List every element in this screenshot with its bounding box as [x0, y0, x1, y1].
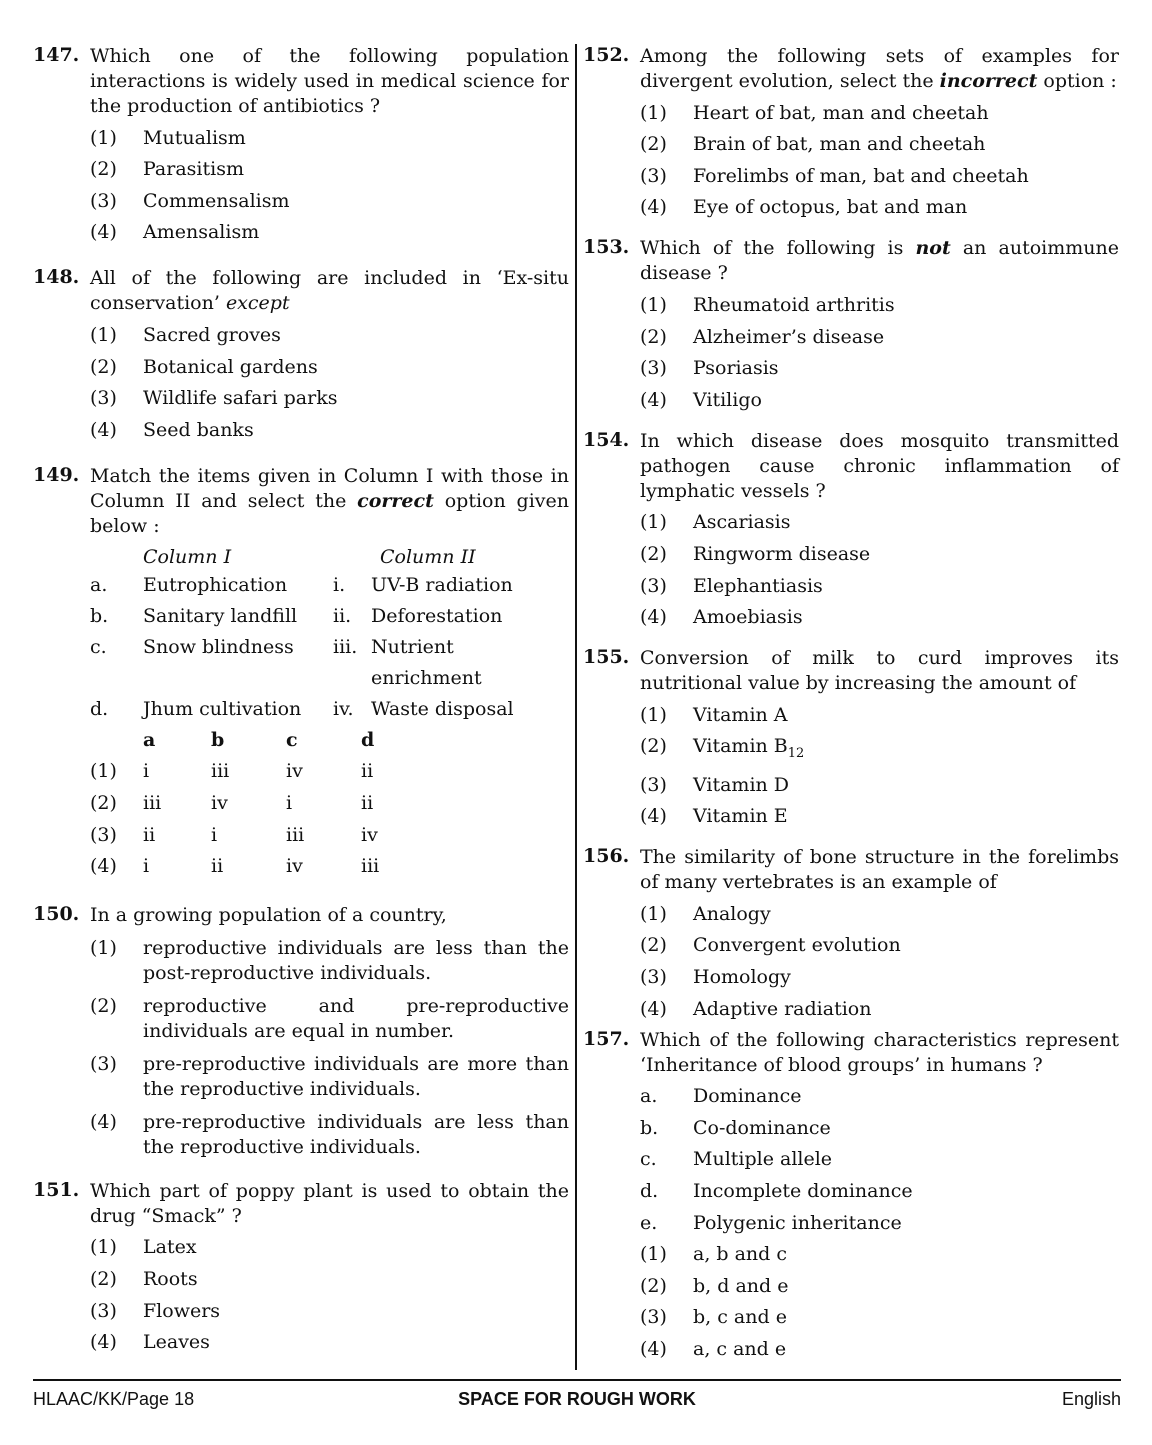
stem-emphasis: correct [357, 489, 434, 512]
question-number: 151. [33, 1178, 80, 1201]
stem-text: option given below : [90, 489, 569, 537]
option-3[interactable] [640, 965, 1119, 990]
question-stem [640, 44, 1119, 94]
option-4[interactable] [640, 1337, 1119, 1362]
match-row [90, 570, 569, 601]
question-number: 152. [583, 44, 630, 66]
option-label: (1) [90, 936, 117, 959]
option-label: (2) [90, 1267, 117, 1290]
question-number: 147. [33, 44, 80, 66]
option-4[interactable] [90, 418, 569, 443]
option-text: Forelimbs of man, bat and cheetah [693, 164, 1029, 187]
stem-emphasis: incorrect [939, 70, 1038, 92]
option-1[interactable] [640, 703, 1119, 728]
list-item [640, 1116, 1119, 1141]
option-label: (2) [640, 325, 667, 348]
item-label: d. [640, 1180, 659, 1203]
match-row [90, 601, 569, 632]
question-157 [583, 1028, 1119, 1362]
option-text: Seed banks [143, 418, 254, 441]
question-stem [90, 266, 569, 316]
stem-text: All of the following are included in ‘Ex-situ conservation’ [90, 267, 569, 315]
option-label: (1) [640, 101, 667, 124]
option-text: pre-reproductive individuals are more than the reproductive individuals. [143, 1052, 569, 1100]
question-number: 155. [583, 646, 630, 669]
option-label: (2) [90, 994, 117, 1017]
option-text: Roots [143, 1267, 198, 1290]
stem-text: Match the items given in Column I with those in Column II and select the [90, 464, 569, 512]
option-4[interactable] [90, 220, 569, 245]
column-1-heading: Column I [143, 545, 232, 568]
option-label: (1) [90, 126, 117, 149]
option-text: Analogy [693, 902, 771, 925]
option-label: (1) [90, 323, 117, 346]
option-label: (4) [90, 1331, 117, 1354]
question-152 [583, 44, 1119, 220]
grid-head-c: c [286, 728, 298, 751]
question-stem [90, 464, 569, 539]
option-label: (3) [640, 164, 667, 187]
option-text: reproductive and pre-reproductive individuals are equal in number. [143, 994, 569, 1042]
option-text [693, 734, 1119, 766]
stem-text: Which of the following is [640, 237, 904, 260]
question-155 [583, 646, 1119, 829]
row-label: a. [90, 573, 108, 596]
option-text: Alzheimer’s disease [693, 325, 885, 348]
question-stem [640, 236, 1119, 286]
page-footer [33, 1389, 1121, 1415]
option-text: Vitiligo [693, 388, 762, 411]
left-column [33, 44, 569, 1355]
option-label: (1) [640, 902, 667, 925]
option-label: (4) [90, 1110, 117, 1133]
question-156 [583, 845, 1119, 1021]
option-2[interactable] [90, 788, 569, 820]
answer-grid-header [90, 725, 569, 757]
grid-cell: ii [361, 791, 374, 814]
option-4[interactable] [640, 997, 1119, 1022]
question-stem: Which one of the following population interactions is widely used in medical science for the production of antibiotics ? [90, 45, 569, 117]
grid-cell: iii [211, 760, 230, 783]
option-text: Eye of octopus, bat and man [693, 196, 968, 219]
list-item [640, 1084, 1119, 1109]
option-text: Latex [143, 1236, 197, 1259]
option-label: (2) [640, 542, 667, 565]
option-text: Elephantiasis [693, 574, 823, 597]
item-label: a. [640, 1085, 658, 1108]
option-2[interactable] [640, 132, 1119, 157]
option-text: a, c and e [693, 1338, 787, 1361]
option-label: (1) [90, 760, 117, 783]
right-column [583, 44, 1119, 1362]
option-1[interactable] [640, 902, 1119, 927]
match-label: ii. [333, 604, 352, 627]
row-item: Sanitary landfill [143, 604, 298, 627]
question-number: 157. [583, 1027, 630, 1050]
option-label: (2) [640, 133, 667, 156]
row-item: Eutrophication [143, 573, 288, 596]
question-148 [33, 266, 569, 442]
option-label: (4) [640, 1338, 667, 1361]
question-stem: The similarity of bone structure in the forelimbs of many vertebrates is an example of [640, 846, 1119, 894]
stem-text: option : [1043, 70, 1117, 92]
grid-cell: iv [286, 760, 303, 783]
grid-head-a: a [143, 728, 156, 751]
option-label: (2) [90, 791, 117, 814]
match-item: Waste disposal [371, 697, 514, 720]
question-stem: Which part of poppy plant is used to obtain the drug “Smack” ? [90, 1179, 569, 1227]
option-text: Amoebiasis [693, 606, 803, 629]
option-3[interactable] [90, 189, 569, 214]
option-label: (4) [640, 196, 667, 219]
language-label: English [1061, 1389, 1121, 1409]
option-text: Adaptive radiation [693, 997, 872, 1020]
option-text: Convergent evolution [693, 934, 901, 957]
question-149 [33, 464, 569, 883]
option-4[interactable] [640, 195, 1119, 220]
option-text: Rheumatoid arthritis [693, 293, 895, 316]
option-2[interactable] [90, 355, 569, 380]
stem-text: Among the following sets of examples for divergent evolution, select the [640, 45, 1119, 92]
option-label: (4) [640, 388, 667, 411]
match-row [90, 694, 569, 725]
option-label: (1) [640, 703, 667, 726]
option-label: (4) [90, 221, 117, 244]
option-label: (3) [640, 357, 667, 380]
question-154 [583, 429, 1119, 630]
option-4[interactable] [90, 851, 569, 883]
list-item [640, 1147, 1119, 1172]
question-153 [583, 236, 1119, 412]
item-label: c. [640, 1148, 657, 1171]
option-text: Vitamin E [693, 805, 788, 828]
option-text: Brain of bat, man and cheetah [693, 133, 986, 156]
option-1[interactable] [640, 293, 1119, 318]
option-text: Flowers [143, 1299, 221, 1322]
item-label: e. [640, 1211, 658, 1234]
stem-text: an autoimmune disease ? [640, 237, 1119, 285]
grid-cell: ii [143, 823, 156, 846]
grid-cell: i [143, 760, 150, 783]
option-text: pre-reproductive individuals are less than the reproductive individuals. [143, 1110, 569, 1158]
option-label: (2) [90, 355, 117, 378]
page-code: HLAAC/KK/Page 18 [33, 1389, 195, 1409]
option-label: (2) [640, 735, 667, 758]
option-label: (3) [640, 1306, 667, 1329]
option-text: Homology [693, 966, 791, 989]
grid-head-b: b [211, 728, 225, 751]
match-row [90, 632, 569, 694]
item-text: Dominance [693, 1085, 802, 1108]
list-item [640, 1179, 1119, 1204]
match-item: UV-B radiation [371, 573, 513, 596]
grid-cell: iii [286, 823, 305, 846]
question-number: 156. [583, 845, 630, 868]
option-4[interactable] [640, 804, 1119, 829]
option-text: Ascariasis [693, 511, 791, 534]
option-label: (2) [90, 158, 117, 181]
option-label: (3) [90, 1052, 117, 1075]
row-label: c. [90, 635, 107, 658]
option-label: (2) [640, 1274, 667, 1297]
option-3[interactable] [90, 1299, 569, 1324]
option-3[interactable] [90, 820, 569, 852]
option-4[interactable] [90, 1330, 569, 1355]
option-label: (3) [90, 823, 117, 846]
option-text: Heart of bat, man and cheetah [693, 101, 989, 124]
option-3[interactable] [640, 356, 1119, 381]
row-item: Jhum cultivation [143, 697, 302, 720]
option-2[interactable] [640, 1274, 1119, 1299]
item-text: Polygenic inheritance [693, 1211, 902, 1234]
option-3[interactable] [640, 574, 1119, 599]
rough-work-label: SPACE FOR ROUGH WORK [458, 1389, 696, 1409]
option-2[interactable] [640, 542, 1119, 567]
question-150 [33, 903, 569, 1160]
match-header [33, 545, 569, 570]
option-1[interactable] [90, 1235, 569, 1260]
option-1[interactable] [90, 756, 569, 788]
option-label: (4) [90, 855, 117, 878]
option-text: Leaves [143, 1331, 210, 1354]
option-text: Ringworm disease [693, 542, 871, 565]
option-2[interactable] [640, 325, 1119, 350]
option-4[interactable] [90, 1110, 569, 1160]
question-stem: In which disease does mosquito transmitted pathogen cause chronic inflammation of lymphatic vessels ? [640, 429, 1119, 502]
option-text-main: Vitamin B [693, 735, 788, 758]
option-text: b, d and e [693, 1274, 789, 1297]
option-text: Botanical gardens [143, 355, 318, 378]
option-4[interactable] [640, 605, 1119, 630]
option-3[interactable] [640, 773, 1119, 798]
option-label: (4) [90, 418, 117, 441]
list-item [640, 1211, 1119, 1236]
option-label: (4) [640, 997, 667, 1020]
question-number: 149. [33, 463, 80, 486]
option-text: Psoriasis [693, 357, 779, 380]
grid-cell: iii [143, 791, 162, 814]
option-label: (1) [640, 293, 667, 316]
option-1[interactable] [90, 936, 569, 986]
column-2-heading: Column II [380, 545, 476, 568]
option-label: (4) [640, 805, 667, 828]
option-text: Parasitism [143, 158, 244, 181]
option-1[interactable] [640, 101, 1119, 126]
grid-cell: iv [361, 823, 378, 846]
option-2[interactable] [640, 933, 1119, 958]
option-text: Vitamin D [693, 773, 790, 796]
option-text: reproductive individuals are less than the post-reproductive individuals. [143, 936, 569, 984]
option-label: (3) [640, 773, 667, 796]
match-label: iii. [333, 635, 358, 658]
item-text: Incomplete dominance [693, 1180, 913, 1203]
option-label: (3) [90, 1299, 117, 1322]
option-text: Commensalism [143, 189, 290, 212]
option-2[interactable] [90, 1267, 569, 1292]
option-label: (3) [90, 189, 117, 212]
question-151 [33, 1179, 569, 1355]
option-text: a, b and c [693, 1243, 788, 1266]
question-number: 154. [583, 428, 630, 451]
question-stem: Conversion of milk to curd improves its nutritional value by increasing the amount of [640, 647, 1119, 695]
row-label: d. [90, 697, 109, 720]
grid-cell: i [211, 823, 218, 846]
grid-cell: i [286, 791, 293, 814]
subscript: 12 [787, 746, 805, 762]
question-147 [33, 44, 569, 245]
option-label: (1) [640, 511, 667, 534]
grid-cell: iv [211, 791, 228, 814]
option-label: (4) [640, 606, 667, 629]
option-1[interactable] [90, 323, 569, 348]
option-1[interactable] [640, 1242, 1119, 1267]
option-text: Mutualism [143, 126, 246, 149]
option-4[interactable] [640, 388, 1119, 413]
grid-cell: ii [361, 760, 374, 783]
option-3[interactable] [90, 1052, 569, 1102]
option-label: (3) [640, 966, 667, 989]
option-label: (1) [90, 1236, 117, 1259]
option-text: Wildlife safari parks [143, 387, 338, 410]
match-label: i. [333, 573, 346, 596]
option-1[interactable] [640, 510, 1119, 535]
option-label: (3) [640, 574, 667, 597]
option-2[interactable] [90, 994, 569, 1044]
question-stem: Which of the following characteristics represent ‘Inheritance of blood groups’ in humans ? [640, 1028, 1119, 1076]
question-number: 148. [33, 266, 80, 289]
option-text: b, c and e [693, 1306, 787, 1329]
row-item: Snow blindness [143, 635, 294, 658]
stem-emphasis: except [225, 292, 290, 315]
question-number: 153. [583, 236, 630, 259]
question-stem: In a growing population of a country, [90, 903, 447, 926]
item-label: b. [640, 1116, 659, 1139]
option-3[interactable] [640, 1305, 1119, 1330]
option-2[interactable] [640, 734, 1119, 766]
grid-cell: i [143, 855, 150, 878]
option-2[interactable] [90, 157, 569, 182]
match-label: iv. [333, 697, 354, 720]
item-text: Co-dominance [693, 1116, 831, 1139]
option-label: (1) [640, 1243, 667, 1266]
item-text: Multiple allele [693, 1148, 833, 1171]
option-text: Amensalism [143, 221, 260, 244]
option-1[interactable] [90, 126, 569, 151]
option-text: Sacred groves [143, 323, 281, 346]
stem-emphasis: not [915, 237, 951, 260]
match-item: Deforestation [371, 604, 503, 627]
match-item: Nutrient enrichment [371, 635, 482, 689]
option-3[interactable] [90, 386, 569, 411]
grid-cell: iii [361, 855, 380, 878]
footer-rule [33, 1379, 1121, 1381]
option-text: Vitamin A [693, 703, 788, 726]
column-divider [575, 44, 577, 1370]
grid-cell: ii [211, 855, 224, 878]
grid-head-d: d [361, 728, 375, 751]
question-number: 150. [33, 902, 80, 925]
option-label: (2) [640, 934, 667, 957]
grid-cell: iv [286, 855, 303, 878]
row-label: b. [90, 604, 109, 627]
option-label: (3) [90, 387, 117, 410]
option-3[interactable] [640, 164, 1119, 189]
